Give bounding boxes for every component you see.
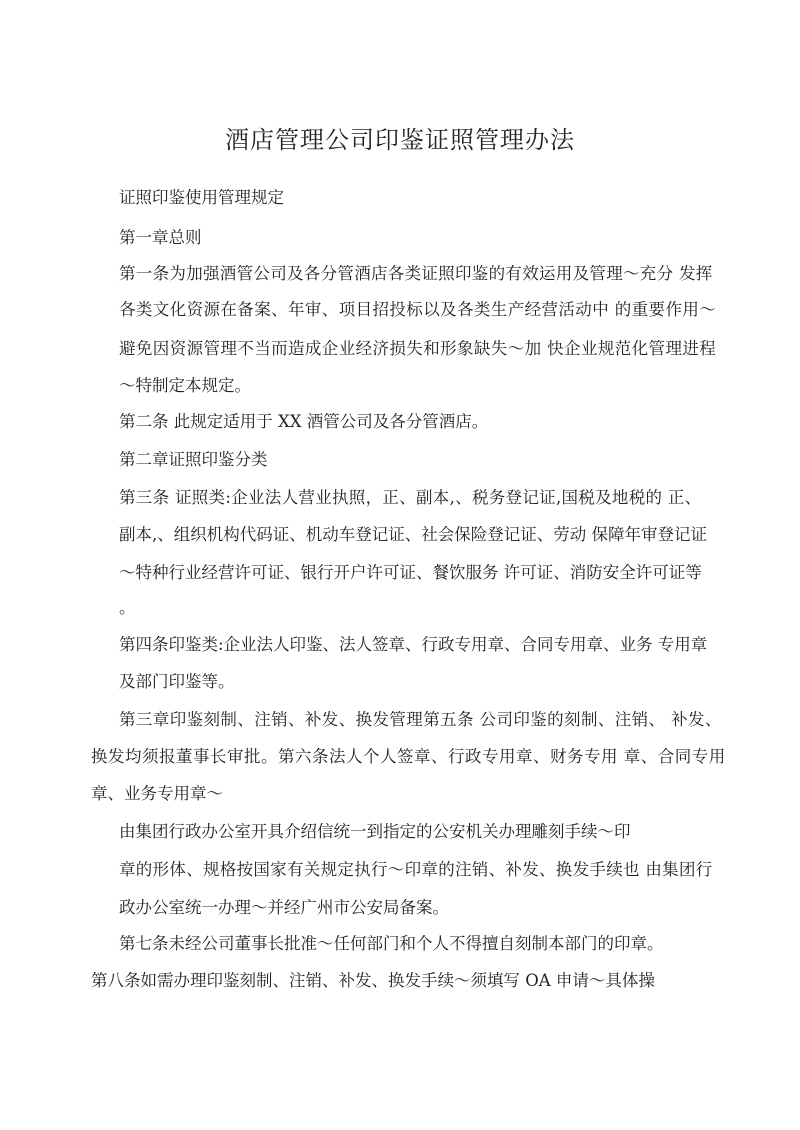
text-line: 第三条 证照类:企业法人营业执照，正、副本,、税务登记证,国税及地税的 正、 <box>119 488 702 507</box>
text-line: 第二条 此规定适用于 XX 酒管公司及各分管酒店。 <box>119 412 489 431</box>
text-line: 各类文化资源在备案、年审、项目招投标以及各类生产经营活动中 的重要作用〜 <box>119 300 717 319</box>
text-line: 由集团行政办公室开具介绍信统一到指定的公安机关办理雕刻手续〜印 <box>119 822 631 841</box>
text-line: 换发均须报董事长审批。第六条法人个人签章、行政专用章、财务专用 章、合同专用 <box>91 747 726 766</box>
text-line: 第八条如需办理印鉴刻制、注销、补发、换发手续〜须填写 OA 申请〜具体操 <box>91 971 655 990</box>
text-line: 。 <box>119 598 136 617</box>
text-line: 及部门印鉴等。 <box>119 672 235 691</box>
text-line: 第二章证照印鉴分类 <box>119 450 268 469</box>
text-line: 第一章总则 <box>119 228 202 247</box>
text-line: 〜特制定本规定。 <box>119 376 251 395</box>
text-line: 第一条为加强酒管公司及各分管酒店各类证照印鉴的有效运用及管理〜充分 发挥 <box>119 264 713 283</box>
text-line: 〜特种行业经营许可证、银行开户许可证、餐饮服务 许可证、消防安全许可证等 <box>119 563 702 582</box>
text-line: 第三章印鉴刻制、注销、补发、换发管理第五条 公司印鉴的刻制、注销、 补发、 <box>119 710 722 729</box>
text-line: 章的形体、规格按国家有关规定执行〜印章的注销、补发、换发手续也 由集团行 <box>119 860 713 879</box>
text-line: 第四条印鉴类:企业法人印鉴、法人签章、行政专用章、合同专用章、业务 专用章 <box>119 635 708 654</box>
text-line: 避免因资源管理不当而造成企业经济损失和形象缺失〜加 快企业规范化管理进程 <box>119 339 717 358</box>
text-line: 章、业务专用章〜 <box>91 784 223 803</box>
text-line: 第七条未经公司董事长批准〜任何部门和个人不得擅自刻制本部门的印章。 <box>119 934 664 953</box>
text-line: 证照印鉴使用管理规定 <box>119 188 284 207</box>
document-title: 酒店管理公司印鉴证照管理办法 <box>225 126 575 154</box>
text-line: 副本,、组织机构代码证、机动车登记证、社会保险登记证、劳动 保障年审登记证 <box>119 525 707 544</box>
text-line: 政办公室统一办理〜并经广州市公安局备案。 <box>119 898 449 917</box>
